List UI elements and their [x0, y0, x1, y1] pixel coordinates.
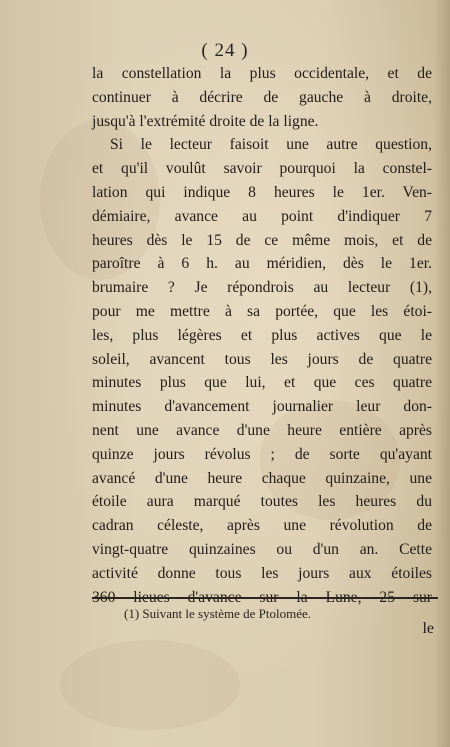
text-line: quinze jours révolus ; de sorte qu'ayant — [92, 445, 432, 463]
text-line: vingt-quatre quinzaines ou d'un an. Cette — [92, 540, 432, 558]
text-line: les, plus légères et plus actives que le — [92, 326, 432, 344]
text-line: 360 lieues d'avance sur la Lune, 25 sur — [92, 588, 432, 606]
text-line: minutes plus que lui, et que ces quatre — [92, 374, 432, 392]
text-line: et qu'il voulût savoir pourquoi la constel- — [92, 160, 432, 178]
text-line: brumaire ? Je répondrois au lecteur (1), — [92, 279, 432, 297]
text-line: jusqu'à l'extrémité droite de la ligne. — [92, 112, 319, 130]
text-line: lation qui indique 8 heures le 1er. Ven- — [92, 183, 432, 201]
footnote: (1) Suivant le système de Ptolomée. — [124, 606, 312, 621]
text-line: étoile aura marqué toutes les heures du — [92, 493, 432, 511]
text-line: la constellation la plus occidentale, et de — [92, 65, 432, 82]
text-line: minutes d'avancement journalier leur don- — [92, 398, 432, 416]
catchword: le — [422, 620, 434, 637]
page-edge-shadow — [434, 0, 450, 747]
paper-stain — [60, 640, 240, 730]
text-line: soleil, avancent tous les jours de quatre — [92, 350, 432, 368]
text-line: heures dès le 15 de ce même mois, et de — [92, 231, 432, 249]
text-line: nent une avance d'une heure entière après — [92, 421, 432, 439]
text-line: activité donne tous les jours aux étoiles — [92, 564, 432, 582]
text-line: démiaire, avance au point d'indiquer 7 — [92, 207, 432, 225]
body-text — [92, 62, 432, 609]
text-line: paroître à 6 h. au méridien, dès le 1er. — [92, 255, 432, 273]
text-line: continuer à décrire de gauche à droite, — [92, 88, 432, 106]
text-line: pour me mettre à sa portée, que les étoi- — [92, 302, 432, 320]
footnote-rule — [92, 597, 438, 599]
page-number: ( 24 ) — [201, 40, 249, 61]
text-line: avancé d'une heure chaque quinzaine, une — [92, 469, 432, 487]
text-line: cadran céleste, après une révolution de — [92, 517, 432, 535]
paragraph-start-line: Si le lecteur faisoit une autre question, — [110, 136, 432, 154]
